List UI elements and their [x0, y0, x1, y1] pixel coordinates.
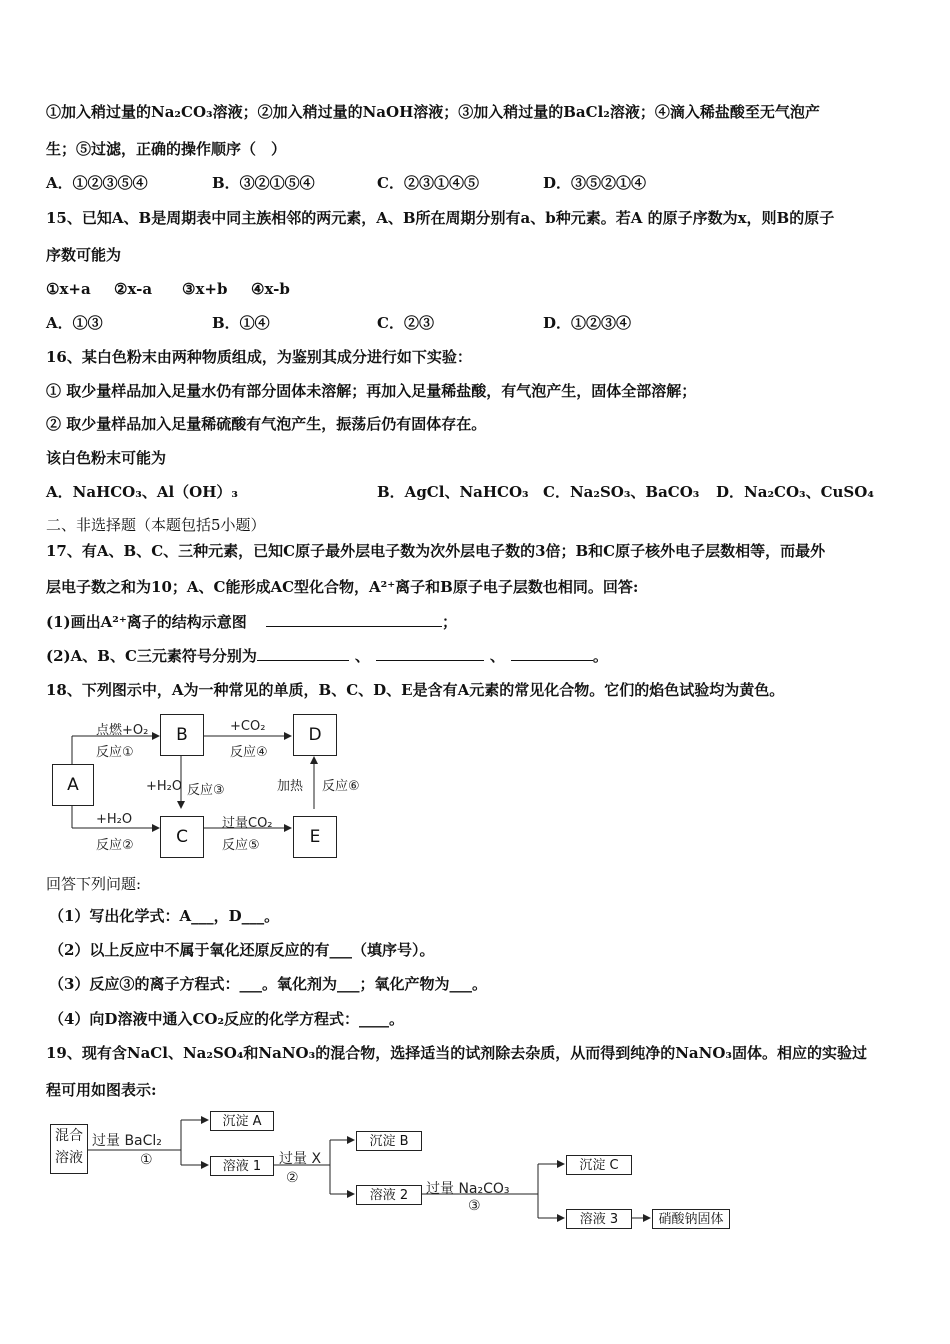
step2-reagent: 过量 X: [279, 1151, 322, 1167]
q15-line1: 15、已知A、B是周期表中同主族相邻的两元素，A、B所在周期分别有a、b种元素。若A 的原子序数为x，则B的原子: [46, 209, 835, 227]
solution-3-box: 溶液 3: [566, 1209, 632, 1229]
label-bd-bottom: 反应④: [230, 745, 268, 760]
q16-option-c: C．Na₂SO₃、BaCO₃: [543, 483, 700, 501]
q15-option-a: A．①③: [46, 314, 103, 332]
q15-choice-1: ①x+a: [46, 280, 91, 298]
precipitate-b-box: 沉淀 B: [356, 1131, 422, 1151]
label-ab-bottom: 反应①: [96, 745, 134, 760]
q15-line2: 序数可能为: [46, 246, 122, 264]
q18-sub4: （4）向D溶液中通入CO₂反应的化学方程式：____。: [49, 1010, 405, 1028]
q14-line2: 生；⑤过滤，正确的操作顺序（ ）: [46, 140, 287, 158]
answer-blank-c: [511, 646, 593, 661]
q18-sub1: （1）写出化学式：A___，D___。: [49, 907, 280, 925]
q16-option-b: B．AgCl、NaHCO₃: [377, 483, 529, 501]
q14-option-c: C．②③①④⑤: [377, 174, 479, 192]
q14-option-d: D．③⑤②①④: [543, 174, 647, 192]
separation-flowchart: [46, 1110, 746, 1240]
q16-line1: 16、某白色粉末由两种物质组成，为鉴别其成分进行如下实验：: [46, 348, 472, 366]
q16-line4: 该白色粉末可能为: [46, 449, 167, 467]
q14-option-a: A．①②③⑤④: [46, 174, 148, 192]
label-ac-bottom: 反应②: [96, 838, 134, 853]
node-c: C: [160, 816, 204, 858]
reaction-diagram: [46, 708, 376, 866]
q16-line2: ① 取少量样品加入足量水仍有部分固体未溶解；再加入足量稀盐酸，有气泡产生，固体全部溶解；: [46, 382, 697, 400]
answer-blank-b: [376, 646, 484, 661]
step2-number: ②: [286, 1170, 299, 1186]
sodium-nitrate-solid-box: 硝酸钠固体: [652, 1209, 730, 1229]
label-ed-left: 加热: [277, 779, 304, 794]
label-bc-left: +H₂O: [146, 779, 183, 794]
answer-blank: [266, 612, 442, 627]
precipitate-c-box: 沉淀 C: [566, 1155, 632, 1175]
label-ed-right: 反应⑥: [322, 779, 360, 794]
label-bd-top: +CO₂: [230, 719, 266, 734]
label-ac-top: +H₂O: [96, 812, 133, 827]
label-ce-bottom: 反应⑤: [222, 838, 260, 853]
q16-line3: ② 取少量样品加入足量稀硫酸有气泡产生，振荡后仍有固体存在。: [46, 415, 487, 433]
q15-choice-3: ③x+b: [182, 280, 228, 298]
node-e: E: [293, 816, 337, 858]
q19-line2: 程可用如图表示:: [46, 1081, 157, 1099]
q18-sub2: （2）以上反应中不属于氧化还原反应的有___（填序号）。: [49, 941, 435, 959]
step1-number: ①: [140, 1152, 153, 1168]
q18-answer-intro: 回答下列问题:: [46, 875, 142, 893]
node-d: D: [293, 714, 337, 756]
q17-sub2: (2)A、B、C三元素符号分别为 、 、 。: [46, 647, 608, 665]
solution-1-box: 溶液 1: [210, 1156, 274, 1176]
q15-choice-2: ②x-a: [114, 280, 153, 298]
label-ab-top: 点燃+O₂: [96, 723, 149, 738]
answer-blank-a: [257, 646, 349, 661]
q18-line1: 18、下列图示中，A为一种常见的单质，B、C、D、E是含有A元素的常见化合物。它们的焰色试验均为黄色。: [46, 681, 785, 699]
mixed-solution-box: 混合溶液: [50, 1124, 88, 1174]
step3-reagent: 过量 Na₂CO₃: [426, 1181, 510, 1197]
q19-line1: 19、现有含NaCl、Na₂SO₄和NaNO₃的混合物，选择适当的试剂除去杂质，从而得到纯净的NaNO₃固体。相应的实验过: [46, 1044, 867, 1062]
section-heading: 二、非选择题（本题包括5小题）: [46, 516, 266, 534]
q15-option-c: C．②③: [377, 314, 434, 332]
step3-number: ③: [468, 1198, 481, 1214]
solution-2-box: 溶液 2: [356, 1185, 422, 1205]
q17-sub1: (1)画出A²⁺离子的结构示意图 ；: [46, 613, 458, 631]
q15-option-d: D．①②③④: [543, 314, 632, 332]
q14-line1: ①加入稍过量的Na₂CO₃溶液；②加入稍过量的NaOH溶液；③加入稍过量的BaCl₂溶液；④滴入稀盐酸至无气泡产: [46, 103, 820, 121]
node-a: A: [52, 764, 94, 806]
label-ce-top: 过量CO₂: [222, 816, 273, 831]
node-b: B: [160, 714, 204, 756]
q15-choice-4: ④x-b: [251, 280, 290, 298]
step1-reagent: 过量 BaCl₂: [92, 1133, 162, 1149]
q16-option-d: D．Na₂CO₃、CuSO₄: [716, 483, 874, 501]
precipitate-a-box: 沉淀 A: [210, 1111, 274, 1131]
q18-sub3: （3）反应③的离子方程式：___。氧化剂为___；氧化产物为___。: [49, 975, 487, 993]
q17-line1: 17、有A、B、C、三种元素，已知C原子最外层电子数为次外层电子数的3倍；B和C原子核外电子层数相等，而最外: [46, 542, 826, 560]
q16-option-a: A．NaHCO₃、Al（OH）₃: [46, 483, 238, 501]
q17-line2: 层电子数之和为10；A、C能形成AC型化合物，A²⁺离子和B原子电子层数也相同。回答:: [46, 578, 639, 596]
q15-option-b: B．①④: [212, 314, 270, 332]
q14-option-b: B．③②①⑤④: [212, 174, 315, 192]
label-bc-right: 反应③: [187, 783, 225, 798]
